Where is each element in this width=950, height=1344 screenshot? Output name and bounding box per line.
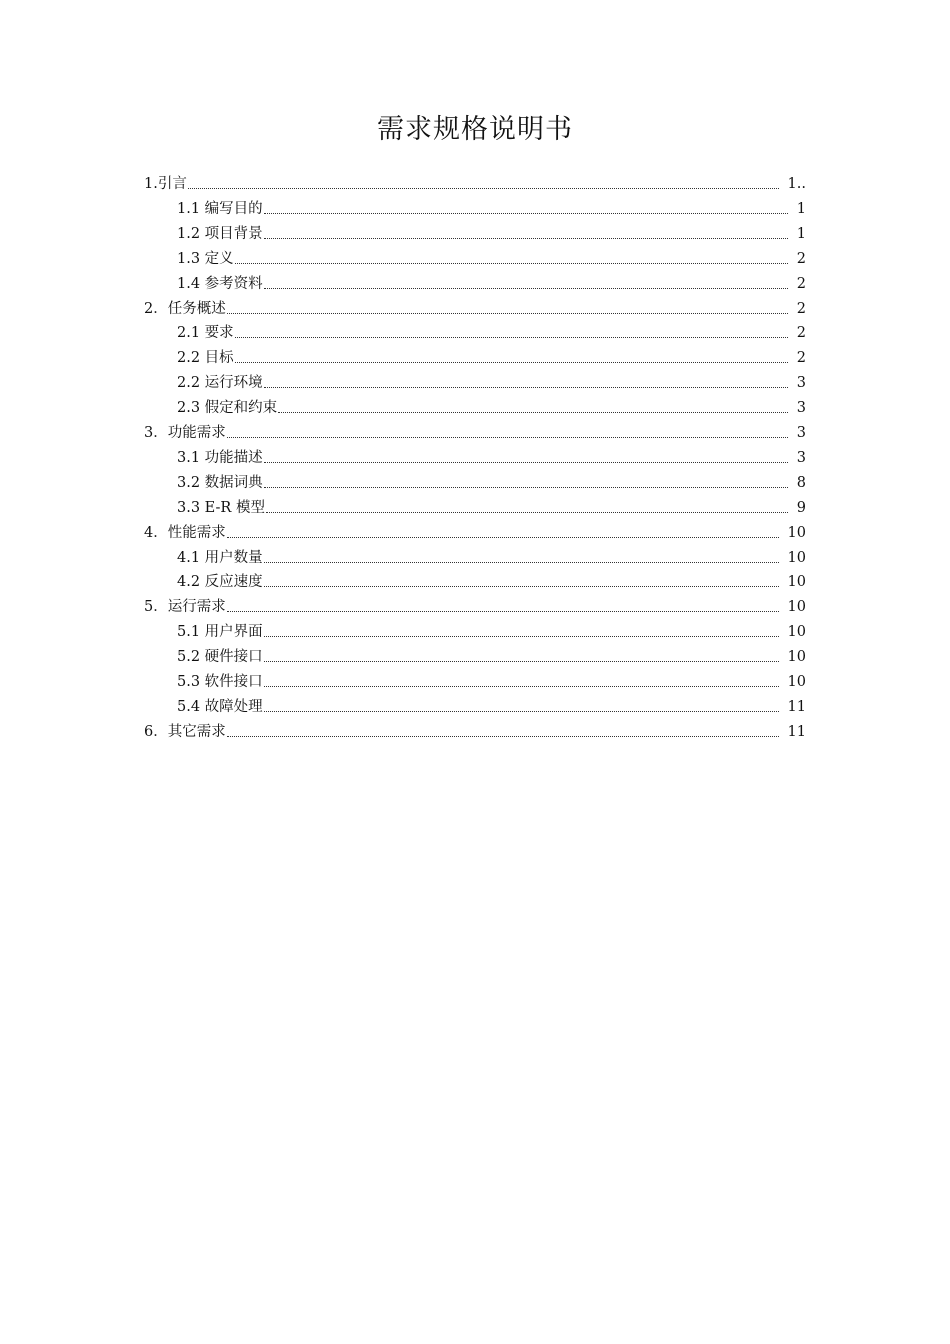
toc-leader-dots bbox=[264, 686, 779, 687]
toc-leader-dots bbox=[188, 188, 779, 189]
toc-entry[interactable] bbox=[144, 168, 806, 193]
toc-entry[interactable] bbox=[177, 243, 806, 268]
toc-leader-dots bbox=[266, 512, 788, 513]
toc-entry-label: 1.4 参考资料 bbox=[177, 275, 263, 292]
toc-entry-label: 2.1 要求 bbox=[177, 325, 234, 342]
toc-entry[interactable] bbox=[177, 616, 806, 641]
toc-entry-page-number: 10 bbox=[787, 574, 806, 591]
toc-entry-page-number: 1 bbox=[796, 200, 806, 217]
toc-entry[interactable] bbox=[177, 392, 806, 417]
toc-entry-page-number: 8 bbox=[796, 474, 806, 491]
toc-entry-page-number: 3 bbox=[796, 375, 806, 392]
toc-entry-label: 5.2 硬件接口 bbox=[177, 649, 263, 666]
toc-entry-label: 2.2 运行环境 bbox=[177, 375, 263, 392]
toc-leader-dots bbox=[264, 213, 788, 214]
toc-entry-page-number: 11 bbox=[787, 723, 806, 740]
toc-entry-label: 3.1 功能描述 bbox=[177, 449, 263, 466]
toc-entry-page-number: 3 bbox=[796, 425, 806, 441]
toc-leader-dots bbox=[264, 711, 779, 712]
toc-entry-label: 2.3 假定和约束 bbox=[177, 400, 278, 417]
toc-entry[interactable] bbox=[177, 268, 806, 293]
toc-entry[interactable] bbox=[144, 517, 806, 542]
toc-leader-dots bbox=[227, 736, 779, 737]
toc-entry[interactable] bbox=[177, 691, 806, 716]
toc-entry[interactable] bbox=[144, 716, 806, 741]
toc-leader-dots bbox=[264, 487, 788, 488]
toc-entry-page-number: 10 bbox=[787, 524, 806, 541]
toc-entry-label: 5.4 故障处理 bbox=[177, 698, 263, 715]
toc-entry-label: 5.3 软件接口 bbox=[177, 674, 263, 690]
toc-entry-label: 4.1 用户数量 bbox=[177, 549, 263, 566]
toc-entry[interactable] bbox=[177, 367, 806, 392]
toc-entry-page-number: 2 bbox=[796, 300, 806, 317]
toc-entry[interactable] bbox=[144, 417, 806, 442]
toc-leader-dots bbox=[264, 562, 779, 563]
toc-leader-dots bbox=[227, 437, 788, 438]
toc-entry-label: 1.3 定义 bbox=[177, 250, 234, 267]
toc-entry[interactable] bbox=[177, 342, 806, 367]
toc-entry-label: 2.2 目标 bbox=[177, 350, 234, 367]
page-title: 需求规格说明书 bbox=[377, 114, 573, 145]
toc-entry-page-number: 1.. bbox=[787, 176, 806, 192]
toc-leader-dots bbox=[264, 586, 779, 587]
toc-entry-page-number: 10 bbox=[787, 624, 806, 641]
toc-leader-dots bbox=[264, 661, 779, 662]
toc-entry-page-number: 10 bbox=[787, 599, 806, 616]
toc-entry-label: 1.1 编写目的 bbox=[177, 200, 263, 217]
toc-entry-label: 3．功能需求 bbox=[144, 425, 226, 441]
toc-entry-page-number: 10 bbox=[787, 674, 806, 690]
toc-entry[interactable] bbox=[177, 492, 806, 517]
toc-entry[interactable] bbox=[144, 591, 806, 616]
toc-leader-dots bbox=[264, 387, 788, 388]
toc-entry-label: 2．任务概述 bbox=[144, 300, 226, 317]
toc-leader-dots bbox=[264, 288, 788, 289]
toc-entry[interactable] bbox=[177, 467, 806, 492]
toc-entry-label: 3.2 数据词典 bbox=[177, 474, 263, 491]
toc-entry[interactable] bbox=[177, 641, 806, 666]
toc-entry-page-number: 2 bbox=[796, 325, 806, 342]
toc-entry-page-number: 10 bbox=[787, 649, 806, 666]
toc-entry[interactable] bbox=[177, 317, 806, 342]
toc-entry-label: 5．运行需求 bbox=[144, 599, 226, 616]
toc-entry-label: 6．其它需求 bbox=[144, 723, 226, 740]
toc-leader-dots bbox=[235, 362, 788, 363]
toc-entry-page-number: 10 bbox=[787, 549, 806, 566]
toc-leader-dots bbox=[235, 263, 788, 264]
toc-entry-page-number: 1 bbox=[796, 225, 806, 242]
toc-entry-page-number: 2 bbox=[796, 350, 806, 367]
toc-entry[interactable] bbox=[177, 666, 806, 691]
toc-entry-label: 4．性能需求 bbox=[144, 524, 226, 541]
toc-entry-page-number: 2 bbox=[796, 275, 806, 292]
toc-entry-label: 5.1 用户界面 bbox=[177, 624, 263, 641]
toc-leader-dots bbox=[264, 462, 788, 463]
toc-entry-page-number: 11 bbox=[787, 698, 806, 715]
toc-entry-page-number: 2 bbox=[796, 250, 806, 267]
toc-entry[interactable] bbox=[177, 566, 806, 591]
toc-entry[interactable] bbox=[177, 218, 806, 243]
toc-entry-label: 4.2 反应速度 bbox=[177, 574, 263, 591]
toc-entry-label: 3.3 E-R 模型 bbox=[177, 499, 265, 516]
toc-entry[interactable] bbox=[177, 442, 806, 467]
toc-entry[interactable] bbox=[144, 293, 806, 318]
toc-entry-page-number: 3 bbox=[796, 400, 806, 417]
toc-leader-dots bbox=[278, 412, 788, 413]
toc-leader-dots bbox=[235, 337, 788, 338]
toc-leader-dots bbox=[264, 238, 788, 239]
toc-leader-dots bbox=[264, 636, 779, 637]
toc-entry-label: 1.引言 bbox=[144, 176, 187, 192]
toc-leader-dots bbox=[227, 611, 779, 612]
toc-leader-dots bbox=[227, 313, 788, 314]
toc-entry-label: 1.2 项目背景 bbox=[177, 225, 263, 242]
toc-entry-page-number: 9 bbox=[796, 499, 806, 516]
toc-entry-page-number: 3 bbox=[796, 449, 806, 466]
toc-entry[interactable] bbox=[177, 193, 806, 218]
toc-leader-dots bbox=[227, 537, 779, 538]
toc-entry[interactable] bbox=[177, 542, 806, 567]
